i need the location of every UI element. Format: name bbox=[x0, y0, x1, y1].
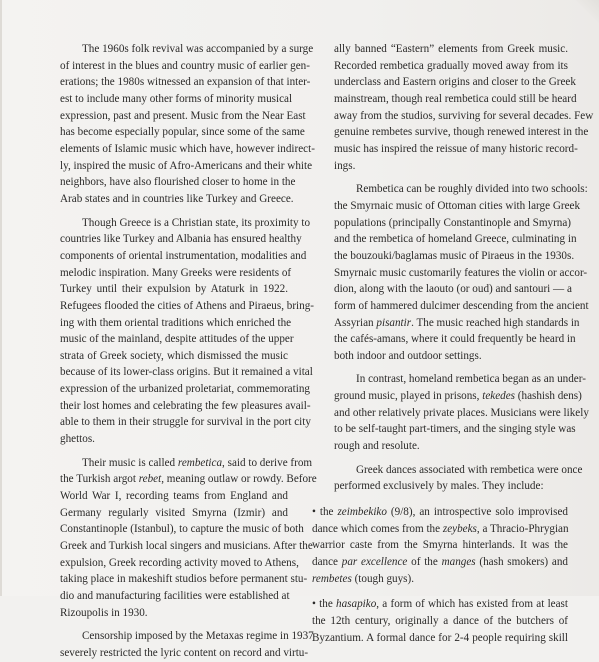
paragraph-homeland: In contrast, homeland rembetica began as an under- ground music, played in prisons, tekedes (hashish dens) and other relatively private places. Musicians were likely to be self-taught part-timers, and the singing style was rough and resolute. bbox=[334, 373, 589, 453]
right-column bbox=[312, 41, 594, 646]
paragraph-greece: Though Greece is a Christian state, its proximity to countries like Turkey and Albania has ensured healthy components of oriental instrumentation, modalities and melodic inspiration. Many Greeks were residents of Turkey until their expulsion by Ataturk in 1922. Refugees flooded the cities of Athens and Piraeus, bring- ing with them oriental traditions which enriched the music of the mainland, despite attitudes of the upper strata of Greek society, which dismissed the music because of its lower-class origins. But it remained a vital expression of the urbanized proletariat, commemorating their lost homes and celebrating the few pleasures avail- able to them in their struggle for survival in the port city ghettos. bbox=[60, 216, 315, 446]
bullet-zeimbekiko: • the zeimbekiko (9/8), an introspective solo improvised dance which comes from the zeybeks, a Thracio-Phrygian warrior caste from the Smyrna hinterlands. It was the dance par excellence of the manges (hash smokers) and rembetes (tough guys). bbox=[312, 506, 569, 585]
paragraph-censorship: Censorship imposed by the Metaxas regime in 1937 severely restricted the lyric content on record and virtu- bbox=[60, 630, 314, 659]
paragraph-folk-revival: The 1960s folk revival was accompanied by a surge of interest in the blues and country music of earlier gen- erations; the 1980s witnessed an expansion of that inter- est to include many other forms of minority musical expression, past and present. Music from the Near East has become especially popular, since some of the same elements of Islamic music which have, however indirect- ly, inspired the music of Afro-Americans and their white neighbors, have also flourished closer to home in the Arab states and in countries like Turkey and Greece. bbox=[60, 43, 315, 205]
left-column bbox=[38, 41, 317, 662]
paragraph-dances: Greek dances associated with rembetica were once performed exclusively by males. They include: bbox=[334, 463, 583, 493]
bullet-hasapiko: • the hasapiko, a form of which has existed from at least the 12th century, originally a dance of the butchers of Byzantium. A formal dance for 2-4 people requiring skill bbox=[312, 598, 568, 644]
paragraph-two-schools: Rembetica can be roughly divided into two schools: the Smyrnaic music of Ottoman cities with large Greek populations (principally Constantinople and Smyrna) and the rembetica of homeland Greece, culminating in the bouzouki/baglamas music of Piraeus in the 1930s. Smyrnaic music customarily features the violin or accor- dion, along with the laouto (or oud) and santouri — a form of hammered dulcimer descending from the ancient Assyrian pisantir. The music reached high standards in the cafés-amans, where it could frequently be heard in both indoor and outdoor settings. bbox=[334, 183, 589, 362]
page-edge bbox=[0, 0, 2, 596]
paragraph-eastern-ban: ally banned “Eastern” elements from Greek music. Recorded rembetica gradually moved away from its underclass and Eastern origins and closer to the Greek mainstream, though real rembetica could still be heard away from the studios, surviving for several decades. Few genuine rembetes survive, though renewed interest in the music has inspired the reissue of many historic record- ings. bbox=[334, 43, 594, 172]
paragraph-rembetica-origin: Their music is called rembetica, said to derive from the Turkish argot rebet, meaning outlaw or rowdy. Before World War I, recording teams from England and Germany regularly visited Smyrna (Izmir) and Constantinople (Istanbul), to capture the music of both Greek and Turkish local singers and musicians. After the expulsion, Greek recording activity moved to Athens, taking place in makeshift studios before permanent stu- dio and manufacturing facilities were established at Rizoupolis in 1930. bbox=[60, 456, 317, 619]
page-corner bbox=[573, 0, 599, 26]
